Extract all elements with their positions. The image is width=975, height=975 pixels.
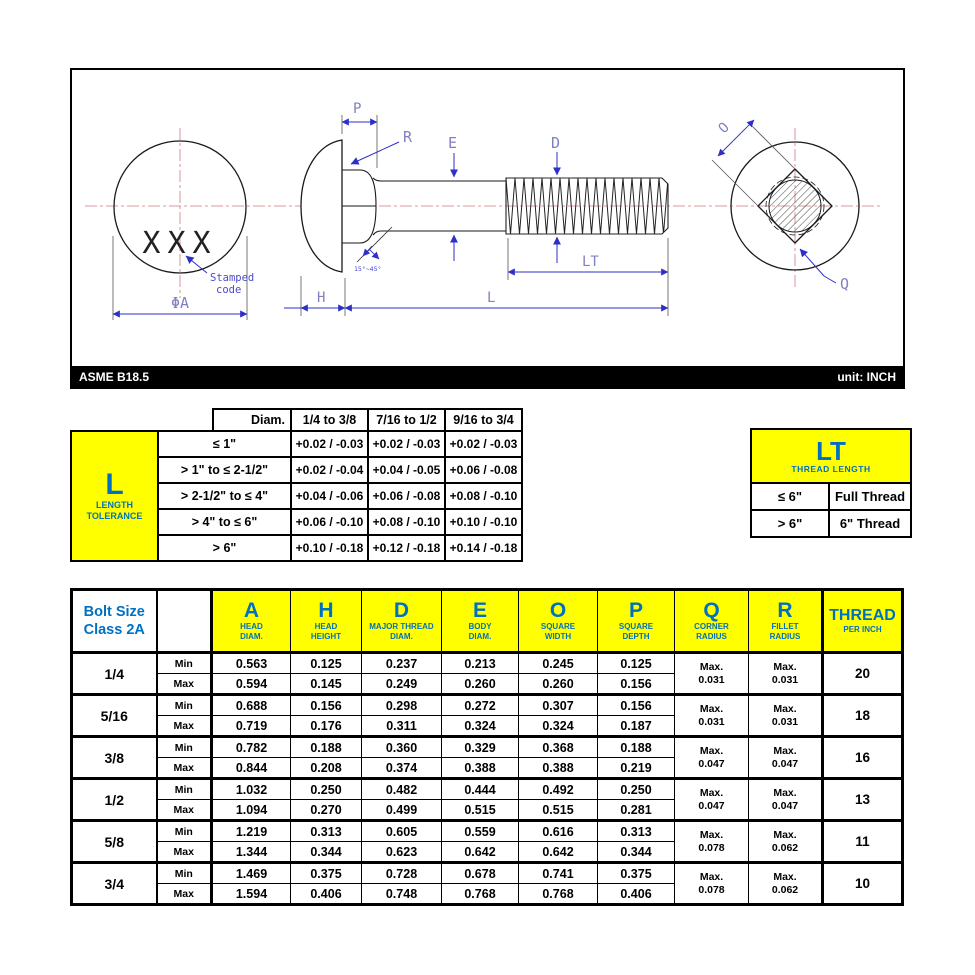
tolerance-value: +0.12 / -0.18 bbox=[368, 535, 445, 561]
value-cell: 0.444 bbox=[442, 779, 519, 800]
tolerance-value: +0.10 / -0.18 bbox=[291, 535, 368, 561]
col-desc: DIAM. bbox=[468, 632, 492, 641]
value-cell: 0.307 bbox=[519, 695, 598, 716]
l-title: L bbox=[105, 468, 124, 501]
length-range: > 1" to ≤ 2-1/2" bbox=[158, 457, 291, 483]
max-abbrev: Max. bbox=[773, 786, 797, 799]
col-desc: SQUARE bbox=[618, 622, 654, 631]
col-desc: DIAM. bbox=[390, 632, 413, 641]
tolerance-value: +0.08 / -0.10 bbox=[368, 509, 445, 535]
bolt-spec-table bbox=[70, 588, 904, 906]
max-abbrev: Max. bbox=[773, 702, 797, 715]
l-subtitle-1: LENGTH bbox=[96, 500, 133, 510]
value-cell: 0.406 bbox=[291, 884, 362, 905]
col-desc: DIAM. bbox=[240, 632, 263, 641]
bolt-size: 3/4 bbox=[72, 863, 157, 905]
value-cell: 0.594 bbox=[212, 674, 291, 695]
stamp-note-line2: code bbox=[216, 284, 242, 296]
value-cell: 0.492 bbox=[519, 779, 598, 800]
value-cell: 0.250 bbox=[598, 779, 675, 800]
value-cell: 0.245 bbox=[519, 653, 598, 674]
max-abbrev: Max. bbox=[699, 828, 724, 841]
r-value: 0.031 bbox=[771, 715, 799, 728]
col-letter: O bbox=[549, 599, 567, 622]
lt-subtitle: THREAD LENGTH bbox=[791, 464, 871, 474]
side-view-head bbox=[301, 140, 342, 272]
value-cell: 0.782 bbox=[212, 737, 291, 758]
col-desc: RADIUS bbox=[769, 632, 801, 641]
max-abbrev: Max. bbox=[699, 744, 724, 757]
standard-name: ASME B18.5 bbox=[79, 369, 150, 384]
value-cell: 0.324 bbox=[519, 716, 598, 737]
value-cell: 0.145 bbox=[291, 674, 362, 695]
max-label: Max bbox=[157, 758, 212, 779]
col-letter: THREAD bbox=[829, 607, 896, 624]
length-range: > 4" to ≤ 6" bbox=[158, 509, 291, 535]
corner-radius-cell bbox=[675, 737, 749, 779]
thread-length-title-cell bbox=[751, 429, 911, 483]
length-tolerance-title-cell bbox=[71, 431, 158, 561]
value-cell: 0.605 bbox=[362, 821, 442, 842]
value-cell: 0.768 bbox=[519, 884, 598, 905]
r-value: 0.047 bbox=[771, 799, 799, 812]
d-label: D bbox=[551, 134, 561, 152]
p-label: P bbox=[353, 101, 362, 117]
h-label: H bbox=[317, 290, 326, 306]
angle-note: 15°~45° bbox=[354, 265, 382, 273]
max-abbrev: Max. bbox=[773, 870, 797, 883]
value-cell: 1.344 bbox=[212, 842, 291, 863]
value-cell: 0.482 bbox=[362, 779, 442, 800]
value-cell: 0.374 bbox=[362, 758, 442, 779]
value-cell: 0.559 bbox=[442, 821, 519, 842]
r-value: 0.031 bbox=[771, 673, 799, 686]
value-cell: 0.844 bbox=[212, 758, 291, 779]
value-cell: 0.324 bbox=[442, 716, 519, 737]
length-tolerance-table bbox=[70, 430, 523, 562]
r-label: R bbox=[403, 128, 413, 146]
fillet-radius-cell bbox=[749, 737, 823, 779]
col-header-h bbox=[291, 590, 362, 653]
r-value: 0.062 bbox=[771, 883, 799, 896]
col-desc: RADIUS bbox=[696, 632, 727, 641]
lt-label: LT bbox=[582, 254, 599, 270]
q-leader-tail bbox=[824, 276, 836, 283]
value-cell: 0.406 bbox=[598, 884, 675, 905]
value-cell: 0.188 bbox=[598, 737, 675, 758]
value-cell: 0.237 bbox=[362, 653, 442, 674]
col-desc: WIDTH bbox=[544, 632, 572, 641]
value-cell: 0.187 bbox=[598, 716, 675, 737]
value-cell: 1.469 bbox=[212, 863, 291, 884]
unit-label: unit: INCH bbox=[837, 369, 896, 384]
min-label: Min bbox=[157, 695, 212, 716]
value-cell: 0.623 bbox=[362, 842, 442, 863]
bolt-size-header bbox=[72, 590, 157, 653]
value-cell: 0.563 bbox=[212, 653, 291, 674]
fillet-radius-cell bbox=[749, 779, 823, 821]
value-cell: 0.388 bbox=[442, 758, 519, 779]
bolt-size: 1/4 bbox=[72, 653, 157, 695]
max-label: Max bbox=[157, 716, 212, 737]
tolerance-value: +0.06 / -0.08 bbox=[368, 483, 445, 509]
thread-length-table bbox=[750, 428, 912, 538]
value-cell: 0.156 bbox=[598, 674, 675, 695]
tolerance-value: +0.08 / -0.10 bbox=[445, 483, 522, 509]
r-value: 0.047 bbox=[771, 757, 799, 770]
r-leader bbox=[351, 142, 399, 164]
carriage-bolt-drawing bbox=[72, 70, 903, 366]
value-cell: 0.219 bbox=[598, 758, 675, 779]
value-cell: 0.125 bbox=[598, 653, 675, 674]
q-label: Q bbox=[840, 275, 850, 293]
col-desc: HEIGHT bbox=[310, 632, 342, 641]
value-cell: 0.344 bbox=[598, 842, 675, 863]
lt-extensions bbox=[508, 238, 668, 316]
max-label: Max bbox=[157, 800, 212, 821]
value-cell: 0.125 bbox=[291, 653, 362, 674]
value-cell: 0.250 bbox=[291, 779, 362, 800]
value-cell: 0.375 bbox=[291, 863, 362, 884]
value-cell: 0.281 bbox=[598, 800, 675, 821]
length-tolerance-header bbox=[212, 408, 523, 432]
tolerance-value: +0.02 / -0.04 bbox=[291, 457, 368, 483]
drawing-panel bbox=[70, 68, 905, 389]
o-label: O bbox=[715, 119, 733, 137]
threads-per-inch: 20 bbox=[823, 653, 903, 695]
max-abbrev: Max. bbox=[699, 660, 724, 673]
value-cell: 0.748 bbox=[362, 884, 442, 905]
angle-arrow-right bbox=[369, 249, 379, 259]
max-abbrev: Max. bbox=[699, 786, 724, 799]
value-cell: 0.311 bbox=[362, 716, 442, 737]
bolt-size: 3/8 bbox=[72, 737, 157, 779]
tolerance-value: +0.06 / -0.10 bbox=[291, 509, 368, 535]
value-cell: 0.368 bbox=[519, 737, 598, 758]
diam-range-col-3: 9/16 to 3/4 bbox=[445, 409, 522, 431]
centerlines bbox=[85, 128, 880, 298]
bolt-size-header-line1: Bolt Size bbox=[83, 604, 145, 620]
corner-radius-cell bbox=[675, 695, 749, 737]
value-cell: 0.156 bbox=[598, 695, 675, 716]
value-cell: 0.272 bbox=[442, 695, 519, 716]
col-letter: R bbox=[777, 599, 793, 622]
q-value: 0.031 bbox=[698, 715, 725, 728]
value-cell: 0.260 bbox=[519, 674, 598, 695]
threads-per-inch: 13 bbox=[823, 779, 903, 821]
value-cell: 0.499 bbox=[362, 800, 442, 821]
r-value: 0.062 bbox=[771, 841, 799, 854]
col-desc: HEAD bbox=[314, 622, 338, 631]
corner-radius-cell bbox=[675, 779, 749, 821]
q-leader bbox=[800, 249, 824, 276]
value-cell: 0.515 bbox=[442, 800, 519, 821]
tolerance-value: +0.06 / -0.08 bbox=[445, 457, 522, 483]
threads-per-inch: 10 bbox=[823, 863, 903, 905]
q-value: 0.078 bbox=[698, 883, 725, 896]
col-header-d bbox=[362, 590, 442, 653]
bolt-size: 5/16 bbox=[72, 695, 157, 737]
length-range: > 2-1/2" to ≤ 4" bbox=[158, 483, 291, 509]
thread-length-value: Full Thread bbox=[829, 483, 911, 510]
col-header-r bbox=[749, 590, 823, 653]
min-label: Min bbox=[157, 779, 212, 800]
value-cell: 0.313 bbox=[291, 821, 362, 842]
q-value: 0.031 bbox=[698, 673, 725, 686]
min-label: Min bbox=[157, 863, 212, 884]
fillet-radius-cell bbox=[749, 821, 823, 863]
col-header-q bbox=[675, 590, 749, 653]
value-cell: 0.298 bbox=[362, 695, 442, 716]
value-cell: 0.616 bbox=[519, 821, 598, 842]
value-cell: 0.188 bbox=[291, 737, 362, 758]
value-cell: 0.642 bbox=[442, 842, 519, 863]
col-desc: PER INCH bbox=[843, 625, 882, 634]
value-cell: 0.208 bbox=[291, 758, 362, 779]
length-range: > 6" bbox=[158, 535, 291, 561]
length-range: ≤ 1" bbox=[158, 431, 291, 457]
value-cell: 1.032 bbox=[212, 779, 291, 800]
value-cell: 0.329 bbox=[442, 737, 519, 758]
tolerance-value: +0.02 / -0.03 bbox=[368, 431, 445, 457]
value-cell: 1.219 bbox=[212, 821, 291, 842]
l-label: L bbox=[487, 290, 496, 306]
diam-range-col-1: 1/4 to 3/8 bbox=[291, 409, 368, 431]
value-cell: 0.642 bbox=[519, 842, 598, 863]
diam-header-cell: Diam. bbox=[213, 409, 291, 431]
col-letter: E bbox=[472, 599, 487, 622]
standard-bar bbox=[72, 366, 903, 387]
stamp-note-line1: Stamped bbox=[210, 272, 255, 284]
lt-title: LT bbox=[816, 436, 846, 466]
max-abbrev: Max. bbox=[773, 828, 797, 841]
col-header-o bbox=[519, 590, 598, 653]
corner-radius-cell bbox=[675, 863, 749, 905]
e-label: E bbox=[448, 134, 458, 152]
value-cell: 0.213 bbox=[442, 653, 519, 674]
col-desc: FILLET bbox=[771, 622, 799, 631]
threads-per-inch: 16 bbox=[823, 737, 903, 779]
fillet-radius-cell bbox=[749, 653, 823, 695]
min-label: Min bbox=[157, 653, 212, 674]
max-abbrev: Max. bbox=[773, 744, 797, 757]
fillet-radius-cell bbox=[749, 695, 823, 737]
fillet-radius-cell bbox=[749, 863, 823, 905]
col-letter: D bbox=[393, 599, 410, 622]
q-value: 0.047 bbox=[698, 757, 725, 770]
value-cell: 0.249 bbox=[362, 674, 442, 695]
angle-leader bbox=[357, 227, 392, 262]
thread-length-range: > 6" bbox=[751, 510, 829, 537]
thread-region bbox=[506, 178, 668, 234]
max-label: Max bbox=[157, 842, 212, 863]
bolt-size: 1/2 bbox=[72, 779, 157, 821]
col-letter: A bbox=[243, 599, 260, 622]
phi-a-label: ΦA bbox=[170, 294, 190, 312]
col-desc: SQUARE bbox=[540, 622, 576, 631]
thread-length-value: 6" Thread bbox=[829, 510, 911, 537]
max-label: Max bbox=[157, 884, 212, 905]
value-cell: 0.688 bbox=[212, 695, 291, 716]
tolerance-value: +0.14 / -0.18 bbox=[445, 535, 522, 561]
col-letter: P bbox=[628, 599, 643, 622]
min-label: Min bbox=[157, 737, 212, 758]
l-subtitle-2: TOLERANCE bbox=[86, 511, 143, 521]
value-cell: 0.270 bbox=[291, 800, 362, 821]
col-header-p bbox=[598, 590, 675, 653]
tolerance-value: +0.04 / -0.05 bbox=[368, 457, 445, 483]
tolerance-value: +0.02 / -0.03 bbox=[291, 431, 368, 457]
value-cell: 0.156 bbox=[291, 695, 362, 716]
value-cell: 0.313 bbox=[598, 821, 675, 842]
value-cell: 0.176 bbox=[291, 716, 362, 737]
diam-range-col-2: 7/16 to 1/2 bbox=[368, 409, 445, 431]
value-cell: 0.678 bbox=[442, 863, 519, 884]
value-cell: 0.344 bbox=[291, 842, 362, 863]
bolt-size-header-line2: Class 2A bbox=[83, 622, 145, 638]
q-value: 0.047 bbox=[698, 799, 725, 812]
value-cell: 0.388 bbox=[519, 758, 598, 779]
value-cell: 0.375 bbox=[598, 863, 675, 884]
col-desc: BODY bbox=[468, 622, 492, 631]
value-cell: 0.260 bbox=[442, 674, 519, 695]
col-desc: DEPTH bbox=[622, 632, 650, 641]
col-header-e bbox=[442, 590, 519, 653]
threads-per-inch: 18 bbox=[823, 695, 903, 737]
value-cell: 0.741 bbox=[519, 863, 598, 884]
max-abbrev: Max. bbox=[699, 702, 724, 715]
value-cell: 0.360 bbox=[362, 737, 442, 758]
value-cell: 0.515 bbox=[519, 800, 598, 821]
max-abbrev: Max. bbox=[699, 870, 724, 883]
col-desc: HEAD bbox=[240, 622, 263, 631]
value-cell: 0.768 bbox=[442, 884, 519, 905]
value-cell: 1.094 bbox=[212, 800, 291, 821]
thread-length-range: ≤ 6" bbox=[751, 483, 829, 510]
min-label: Min bbox=[157, 821, 212, 842]
threads-per-inch: 11 bbox=[823, 821, 903, 863]
minmax-header bbox=[157, 590, 212, 653]
stamp-code-text: XXX bbox=[142, 226, 218, 261]
corner-radius-cell bbox=[675, 821, 749, 863]
value-cell: 0.728 bbox=[362, 863, 442, 884]
value-cell: 0.719 bbox=[212, 716, 291, 737]
col-header-thread bbox=[823, 590, 903, 653]
max-label: Max bbox=[157, 674, 212, 695]
max-abbrev: Max. bbox=[773, 660, 797, 673]
tolerance-value: +0.02 / -0.03 bbox=[445, 431, 522, 457]
corner-radius-cell bbox=[675, 653, 749, 695]
q-value: 0.078 bbox=[698, 841, 725, 854]
col-header-a bbox=[212, 590, 291, 653]
side-view-neck-shank bbox=[342, 170, 506, 243]
col-letter: H bbox=[318, 599, 334, 622]
tolerance-value: +0.10 / -0.10 bbox=[445, 509, 522, 535]
col-desc: MAJOR THREAD bbox=[369, 622, 434, 631]
tolerance-value: +0.04 / -0.06 bbox=[291, 483, 368, 509]
value-cell: 1.594 bbox=[212, 884, 291, 905]
bolt-size: 5/8 bbox=[72, 821, 157, 863]
col-letter: Q bbox=[703, 599, 720, 622]
col-desc: CORNER bbox=[694, 622, 729, 631]
